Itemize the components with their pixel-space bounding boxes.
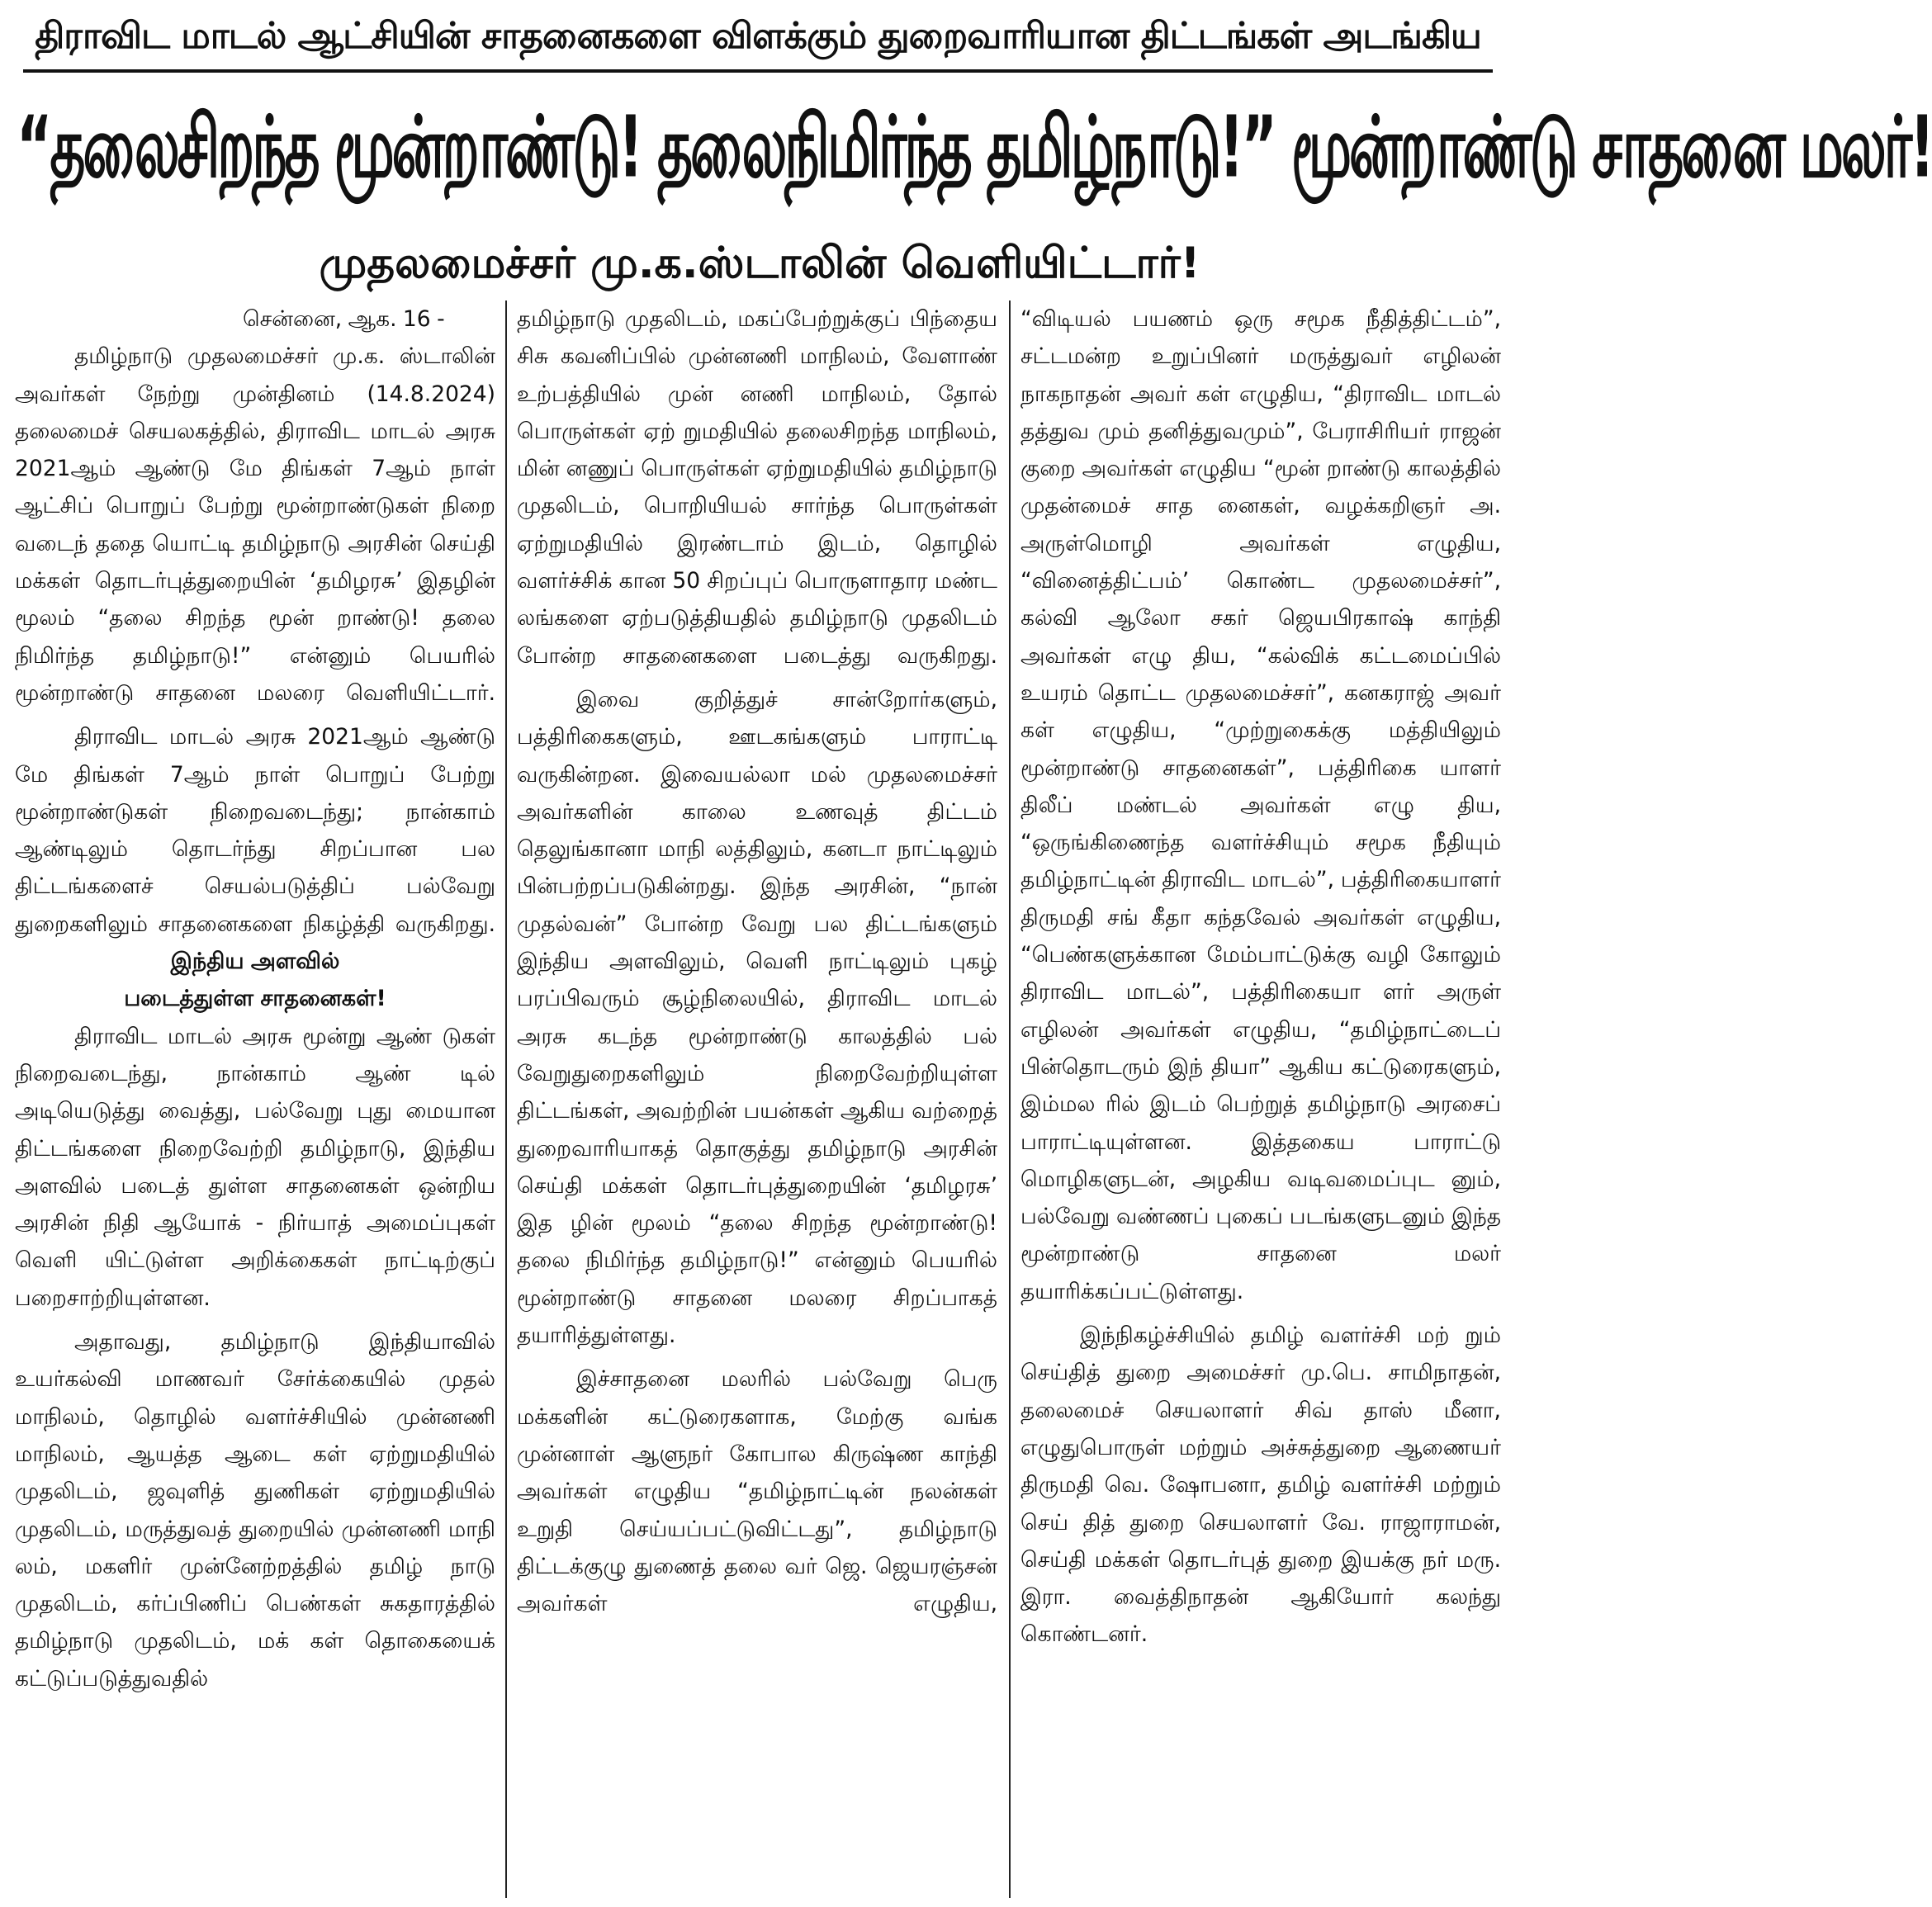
paragraph — [15, 1018, 495, 1317]
kicker-line: திராவிட மாடல் ஆட்சியின் சாதனைகளை விளக்கும் துறைவாரியான திட்டங்கள் அடங்கிய — [23, 7, 1493, 73]
paragraph-text: “விடியல் பயணம் ஒரு சமூக நீதித்திட்டம்”, சட்டமன்ற உறுப்பினர் மருத்துவர் எழிலன் நாகநாதன் அவர் கள் எழுதிய, “திராவிட மாடல் தத்துவ மும் தனித்துவமும்”, பேராசிரியர் ராஜன் குறை அவர்கள் எழுதிய “மூன் றாண்டு காலத்தில் முதன்மைச் சாத னைகள், வழக்கறிஞர் அ. அருள்மொழி அவர்கள் எழுதிய, “வினைத்திட்பம்’ கொண்ட முதலமைச்சர்”, கல்வி ஆலோ சகர் ஜெயபிரகாஷ் காந்தி அவர்கள் எழு திய, “கல்விக் கட்டமைப்பில் உயரம் தொட்ட முதலமைச்சர்”, கனகராஜ் அவர் கள் எழுதிய, “முற்றுகைக்கு மத்தியிலும் மூன்றாண்டு சாதனைகள்”, பத்திரிகை யாளர் திலீப் மண்டல் அவர்கள் எழு திய, “ஒருங்கிணைந்த வளர்ச்சியும் சமூக நீதியும் தமிழ்நாட்டின் திராவிட மாடல்”, பத்திரிகையாளர் திருமதி சங் கீதா கந்தவேல் அவர்கள் எழுதிய, “பெண்களுக்கான மேம்பாட்டுக்கு வழி கோலும் திராவிட மாடல்”, பத்திரிகையா ளர் அருள் எழிலன் அவர்கள் எழுதிய, “தமிழ்நாட்டைப் பின்தொடரும் இந் தியா” ஆகிய கட்டுரைகளும், இம்மல ரில் இடம் பெற்றுத் தமிழ்நாடு அரசைப் பாராட்டியுள்ளன. இத்தகைய பாராட்டு மொழிகளுடன், அழகிய வடிவமைப்புட னும், பல்வேறு வண்ணப் புகைப் படங்களுடனும் இந்த மூன்றாண்டு சாதனை மலர் தயாரிக்கப்பட்டுள்ளது. — [1020, 306, 1501, 1304]
paragraph — [517, 681, 997, 1354]
headline: “தலைசிறந்த மூன்றாண்டு! தலைநிமிர்ந்த தமிழ்நாடு!” மூன்றாண்டு சாதனை மலர்! — [17, 98, 1932, 197]
paragraph-text: தமிழ்நாடு முதலிடம், மகப்பேற்றுக்குப் பிந்தைய சிசு கவனிப்பில் முன்னணி மாநிலம், வேளாண் உற்பத்தியில் முன் னணி மாநிலம், தோல் பொருள்கள் ஏற் றுமதியில் தலைசிறந்த மாநிலம், மின் னணுப் பொருள்கள் ஏற்றுமதியில் தமிழ்நாடு முதலிடம், பொறியியல் சார்ந்த பொருள்கள் ஏற்றுமதியில் இரண்டாம் இடம், தொழில் வளர்ச்சிக் கான 50 சிறப்புப் பொருளாதார மண்ட லங்களை ஏற்படுத்தியதில் தமிழ்நாடு முதலிடம் போன்ற சாதனைகளை படைத்து வருகிறது. — [517, 306, 997, 669]
paragraph — [1020, 300, 1501, 1310]
column-divider — [505, 300, 507, 1898]
paragraph — [15, 338, 495, 712]
section-heading: படைத்துள்ள சாதனைகள்! — [124, 986, 386, 1012]
paragraph — [517, 300, 997, 674]
paragraph — [1020, 1317, 1501, 1654]
section-heading: இந்திய அளவில் — [170, 949, 340, 975]
dateline: சென்னை, ஆக. 16 - — [243, 306, 445, 332]
paragraph — [15, 718, 495, 943]
paragraph-text: தமிழ்நாடு முதலமைச்சர் மு.க. ஸ்டாலின் அவர்கள் நேற்று முன்தினம் (14.8.2024) தலைமைச் செயலகத்தில், திராவிட மாடல் அரசு 2021ஆம் ஆண்டு மே திங்கள் 7ஆம் நாள் ஆட்சிப் பொறுப் பேற்று மூன்றாண்டுகள் நிறை வடைந் ததை யொட்டி தமிழ்நாடு அரசின் செய்தி மக்கள் தொடர்புத்துறையின் ‘தமிழரசு’ இதழின் மூலம் “தலை சிறந்த மூன் றாண்டு! தலை நிமிர்ந்த தமிழ்நாடு!” என்னும் பெயரில் மூன்றாண்டு சாதனை மலரை வெளியிட்டார். — [15, 343, 495, 706]
paragraph-text: இந்நிகழ்ச்சியில் தமிழ் வளர்ச்சி மற் றும் செய்தித் துறை அமைச்சர் மு.பெ. சாமிநாதன், தலைமைச் செயலாளர் சிவ் தாஸ் மீனா, எழுதுபொருள் மற்றும் அச்சுத்துறை ஆணையர் திருமதி வெ. ஷோபனா, தமிழ் வளர்ச்சி மற்றும் செய் தித் துறை செயலாளர் வே. ராஜாராமன், செய்தி மக்கள் தொடர்புத் துறை இயக்கு நர் மரு. இரா. வைத்திநாதன் ஆகியோர் கலந்து கொண்டனர். — [1020, 1323, 1501, 1648]
paragraph-text: திராவிட மாடல் அரசு மூன்று ஆண் டுகள் நிறைவடைந்து, நான்காம் ஆண் டில் அடியெடுத்து வைத்து, பல்வேறு புது மையான திட்டங்களை நிறைவேற்றி தமிழ்நாடு, இந்திய அளவில் படைத் துள்ள சாதனைகள் ஒன்றிய அரசின் நிதி ஆயோக் - நிர்யாத் அமைப்புகள் வெளி யிட்டுள்ள அறிக்கைகள் நாட்டிற்குப் பறைசாற்றியுள்ளன. — [15, 1023, 495, 1311]
paragraph-text: அதாவது, தமிழ்நாடு இந்தியாவில் உயர்கல்வி மாணவர் சேர்க்கையில் முதல் மாநிலம், தொழில் வளர்ச்சியில் முன்னணி மாநிலம், ஆயத்த ஆடை கள் ஏற்றுமதியில் முதலிடம், ஜவுளித் துணிகள் ஏற்றுமதியில் முதலிடம், மருத்துவத் துறையில் முன்னணி மாநி லம், மகளிர் முன்னேற்றத்தில் தமிழ் நாடு முதலிடம், கர்ப்பிணிப் பெண்கள் சுகதாரத்தில் தமிழ்நாடு முதலிடம், மக் கள் தொகையைக் கட்டுப்படுத்துவதில் — [15, 1329, 495, 1692]
subheadline: முதலமைச்சர் மு.க.ஸ்டாலின் வெளியிட்டார்! — [319, 239, 1200, 288]
column-3 — [1020, 300, 1501, 1902]
paragraph-text: திராவிட மாடல் அரசு 2021ஆம் ஆண்டு மே திங்கள் 7ஆம் நாள் பொறுப் பேற்று மூன்றாண்டுகள் நிறைவடைந்து; நான்காம் ஆண்டிலும் தொடர்ந்து சிறப்பான பல திட்டங்களைச் செயல்படுத்திப் பல்வேறு துறைகளிலும் சாதனைகளை நிகழ்த்தி வருகிறது. — [15, 724, 495, 937]
column-divider — [1009, 300, 1011, 1898]
paragraph — [15, 1323, 495, 1697]
column-2 — [517, 300, 997, 1902]
paragraph-text: இச்சாதனை மலரில் பல்வேறு பெரு மக்களின் கட்டுரைகளாக, மேற்கு வங்க முன்னாள் ஆளுநர் கோபால கிருஷ்ண காந்தி அவர்கள் எழுதிய “தமிழ்நாட்டின் நலன்கள் உறுதி செய்யப்பட்டுவிட்டது”, தமிழ்நாடு திட்டக்குழு துணைத் தலை வர் ஜெ. ஜெயரஞ்சன் அவர்கள் எழுதிய, — [517, 1366, 997, 1617]
paragraph-text: இவை குறித்துச் சான்றோர்களும், பத்திரிகைகளும், ஊடகங்களும் பாராட்டி வருகின்றன. இவையல்லா மல் முதலமைச்சர் அவர்களின் காலை உணவுத் திட்டம் தெலுங்கானா மாநி லத்திலும், கனடா நாட்டிலும் பின்பற்றப்படுகின்றது. இந்த அரசின், “நான் முதல்வன்” போன்ற வேறு பல திட்டங்களும் இந்திய அளவிலும், வெளி நாட்டிலும் புகழ் பரப்பிவரும் சூழ்நிலையில், திராவிட மாடல் அரசு கடந்த மூன்றாண்டு காலத்தில் பல் வேறுதுறைகளிலும் நிறைவேற்றியுள்ள திட்டங்கள், அவற்றின் பயன்கள் ஆகிய வற்றைத் துறைவாரியாகத் தொகுத்து தமிழ்நாடு அரசின் செய்தி மக்கள் தொடர்புத்துறையின் ‘தமிழரசு’ இத ழின் மூலம் “தலை சிறந்த மூன்றாண்டு! தலை நிமிர்ந்த தமிழ்நாடு!” என்னும் பெயரில் மூன்றாண்டு சாதனை மலரை சிறப்பாகத் தயாரித்துள்ளது. — [517, 686, 997, 1349]
column-1 — [15, 300, 495, 1902]
paragraph — [517, 1360, 997, 1622]
